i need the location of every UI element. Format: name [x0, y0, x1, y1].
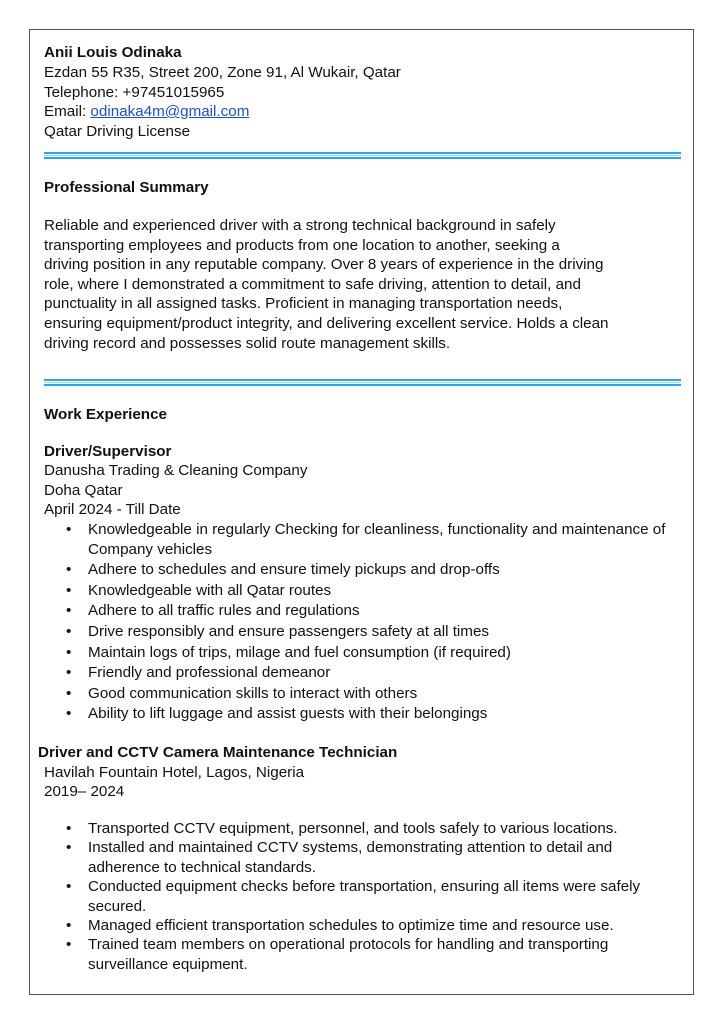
- email-label: Email:: [44, 103, 91, 120]
- list-item: [44, 935, 678, 974]
- job-dates: 2019– 2024: [44, 783, 125, 800]
- job-title: Driver and CCTV Camera Maintenance Technician: [38, 744, 398, 761]
- telephone: Telephone: +97451015965: [44, 84, 225, 101]
- duty-text: Managed efficient transportation schedules to optimize time and resource use.: [88, 917, 614, 935]
- duty-text: Knowledgeable in regularly Checking for cleanliness, functionality and maintenance of Company vehicles: [88, 521, 666, 558]
- duty-text: Trained team members on operational protocols for handling and transporting surveillance equipment.: [88, 936, 609, 973]
- job-duties-list: [44, 819, 688, 974]
- list-item: [44, 684, 688, 705]
- list-item: [44, 819, 688, 838]
- list-item: [44, 622, 688, 643]
- duty-text: Friendly and professional demeanor: [88, 664, 331, 682]
- list-item: [44, 581, 688, 602]
- list-item: [44, 838, 678, 877]
- list-item: [44, 877, 678, 916]
- email-line: [44, 102, 684, 122]
- duty-text: Maintain logs of trips, milage and fuel consumption (if required): [88, 643, 511, 661]
- bullet-icon: •: [66, 878, 72, 896]
- duty-text: Ability to lift luggage and assist guests with their belongings: [88, 705, 488, 723]
- list-item: [44, 601, 688, 622]
- job-company: Danusha Trading & Cleaning Company: [44, 462, 308, 479]
- duty-text: Good communication skills to interact with others: [88, 684, 418, 702]
- bullet-icon: •: [66, 917, 72, 935]
- section-divider: [44, 152, 681, 159]
- bullet-icon: •: [66, 705, 72, 723]
- address: Ezdan 55 R35, Street 200, Zone 91, Al Wukair, Qatar: [44, 64, 401, 81]
- summary-line: punctuality in all assigned tasks. Proficient in managing transportation needs,: [44, 295, 563, 313]
- bullet-icon: •: [66, 820, 72, 837]
- bullet-icon: •: [66, 936, 72, 954]
- list-item: [44, 643, 688, 664]
- duty-text: Adhere to all traffic rules and regulations: [88, 602, 360, 620]
- duty-text: Transported CCTV equipment, personnel, and tools safely to various locations.: [88, 820, 618, 837]
- bullet-icon: •: [66, 561, 72, 579]
- driving-license: Qatar Driving License: [44, 123, 191, 140]
- list-item: [44, 663, 688, 684]
- bullet-icon: •: [66, 622, 72, 640]
- summary-line: transporting employees and products from one location to another, seeking a: [44, 236, 560, 254]
- summary-text: [44, 216, 684, 353]
- work-heading: Work Experience: [44, 406, 167, 423]
- bullet-icon: •: [66, 602, 72, 620]
- email-link[interactable]: odinaka4m@gmail.com: [90, 103, 250, 120]
- bullet-icon: •: [66, 664, 72, 682]
- summary-heading: Professional Summary: [44, 179, 209, 196]
- summary-line: Reliable and experienced driver with a strong technical background in safely: [44, 217, 556, 234]
- job-duties-list: [44, 520, 688, 725]
- job-dates: April 2024 - Till Date: [44, 501, 181, 518]
- list-item: [44, 704, 688, 725]
- duty-text: Conducted equipment checks before transportation, ensuring all items were safely secured.: [88, 878, 641, 915]
- job-company: Havilah Fountain Hotel, Lagos, Nigeria: [44, 764, 305, 781]
- job-location: Doha Qatar: [44, 482, 123, 499]
- duty-text: Knowledgeable with all Qatar routes: [88, 581, 332, 599]
- bullet-icon: •: [66, 643, 72, 661]
- section-divider: [44, 379, 681, 386]
- summary-line: ensuring equipment/product integrity, and delivering excellent service. Holds a clean: [44, 314, 609, 332]
- candidate-name: Anii Louis Odinaka: [44, 44, 182, 61]
- list-item: [44, 916, 688, 935]
- bullet-icon: •: [66, 521, 72, 538]
- bullet-icon: •: [66, 684, 72, 702]
- duty-text: Drive responsibly and ensure passengers safety at all times: [88, 622, 489, 640]
- bullet-icon: •: [66, 839, 72, 857]
- summary-line: role, where I demonstrated a commitment to safe driving, attention to detail, and: [44, 275, 581, 293]
- duty-text: Installed and maintained CCTV systems, demonstrating attention to detail and adherence to technical standards.: [88, 839, 613, 876]
- list-item: [44, 560, 688, 581]
- list-item: [44, 520, 688, 559]
- summary-line: driving position in any reputable company. Over 8 years of experience in the driving: [44, 256, 604, 274]
- bullet-icon: •: [66, 581, 72, 599]
- duty-text: Adhere to schedules and ensure timely pickups and drop-offs: [88, 561, 500, 579]
- job-title: Driver/Supervisor: [44, 443, 172, 460]
- summary-line: driving record and possesses solid route management skills.: [44, 334, 451, 352]
